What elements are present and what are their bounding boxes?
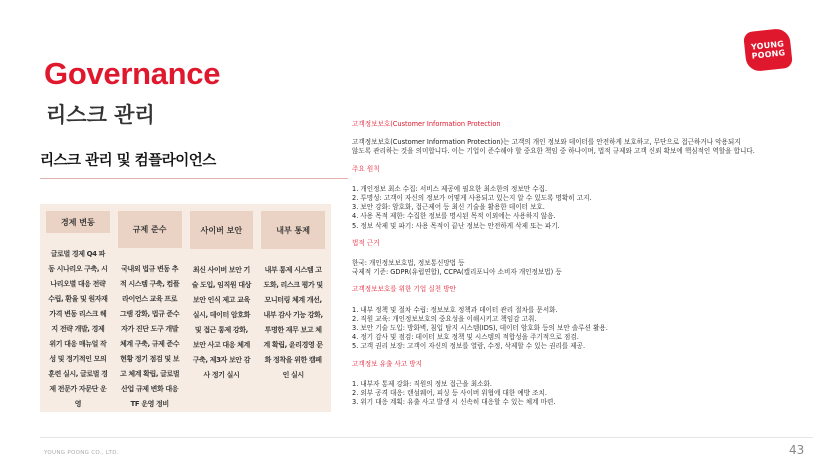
content-text <box>352 120 802 407</box>
company-logo <box>743 28 793 73</box>
section-title-principles: 주요 원칙 <box>352 164 380 173</box>
divider <box>40 178 348 179</box>
column-body: 최신 사이버 보안 기술 도입, 임직원 대상 보안 인식 제고 교육 실시, 데이터 암호화 및 접근 통제 강화, 보안 사고 대응 체계 구축, 제3자 보안 감사 정기 실시 <box>191 266 252 379</box>
section-title-practices: 고객정보보호를 위한 기업 실천 방안 <box>352 285 456 294</box>
risk-column <box>261 211 325 412</box>
page-number: 43 <box>789 443 805 457</box>
list-item: 국제적 기준: GDPR(유럽연합), CCPA(캘리포니아 소비자 개인정보법) 등 <box>352 268 562 277</box>
list-item: 1. 내부 정책 및 절차 수립: 정보보호 정책과 데이터 관리 절차를 문서화. <box>352 305 558 314</box>
left-panel-title: 리스크 관리 및 컴플라이언스 <box>40 153 216 169</box>
list-item: 3. 보안 기술 도입: 방화벽, 침입 탐지 시스템(IDS), 데이터 암호화 등의 보안 솔루션 활용. <box>352 324 608 333</box>
column-heading: 내부 통제 <box>261 211 325 249</box>
risk-column <box>118 211 182 412</box>
column-body: 내부 통제 시스템 고도화, 리스크 평가 및 모니터링 체계 개선, 내부 감사 기능 강화, 투명한 재무 보고 체계 확립, 윤리경영 문화 정착을 위한 캠페인 실시 <box>263 266 323 379</box>
column-heading: 사이버 보안 <box>190 211 254 249</box>
column-heading: 경제 변동 <box>46 211 110 233</box>
logo-line-1: YOUNG <box>750 39 785 52</box>
list-item: 3. 위기 대응 계획: 유출 사고 발생 시 신속히 대응할 수 있는 체계 마련. <box>352 398 556 407</box>
section-title-protection: 고객정보보호(Customer Information Protection <box>352 120 501 128</box>
page-subtitle: 리스크 관리 <box>46 103 155 127</box>
list-item: 4. 사용 목적 제한: 수집한 정보를 명시된 목적 이외에는 사용하지 않음. <box>352 212 556 221</box>
list-item: 2. 투명성: 고객이 자신의 정보가 어떻게 사용되고 있는지 알 수 있도록 명확히 고지. <box>352 194 592 203</box>
section-title-leak-prevention: 고객정보 유출 사고 방지 <box>352 359 422 368</box>
logo-line-2: POONG <box>751 48 786 61</box>
risk-column <box>46 211 110 412</box>
paragraph-line: 고객정보보호(Customer Information Protection)는 고객의 개인 정보와 데이터를 안전하게 보호하고, 무단으로 접근하거나 악용되지 <box>352 138 741 147</box>
list-item: 3. 보안 강화: 암호화, 접근제어 등 최신 기술을 활용한 데이터 보호. <box>352 203 545 212</box>
list-item: 2. 외부 공격 대응: 랜섬웨어, 피싱 등 사이버 위협에 대한 예방 조치. <box>352 389 547 398</box>
footer-company: YOUNG POONG CO., LTD. <box>44 450 119 456</box>
list-item: 1. 내부자 통제 강화: 직원의 정보 접근을 최소화. <box>352 379 492 388</box>
list-item: 5. 정보 삭제 및 파기: 사용 목적이 끝난 정보는 안전하게 삭제 또는 파기. <box>352 221 560 230</box>
column-heading: 규제 준수 <box>118 211 182 248</box>
list-item: 2. 직원 교육: 개인정보보호의 중요성을 이해시키고 책임감 고취. <box>352 314 537 323</box>
list-item: 1. 개인정보 최소 수집: 서비스 제공에 필요한 최소한의 정보만 수집. <box>352 184 548 193</box>
list-item: 5. 고객 권리 보장: 고객이 자신의 정보를 열람, 수정, 삭제할 수 있는 권리를 제공. <box>352 342 586 351</box>
list-item: 4. 정기 감사 및 점검: 데이터 보호 정책 및 시스템의 적합성을 주기적으로 점검. <box>352 333 579 342</box>
column-body: 국내외 법규 변동 추적 시스템 구축, 컴플라이언스 교육 프로그램 강화, 법규 준수 자가 진단 도구 개발 체계 구축, 규제 준수 현황 정기 점검 및 보고 체계 확립, 글로벌 산업 규제 변화 대응 TF 운영 정비 <box>119 265 180 408</box>
list-item: 한국: 개인정보보호법, 정보통신망법 등 <box>352 259 465 268</box>
page-title: Governance <box>44 56 221 91</box>
column-body: 글로벌 경제 Q4 파동 시나리오 구축, 시나리오별 대응 전략 수립, 환율 및 원자재 가격 변동 리스크 헤지 전략 개발, 경제 위기 대응 매뉴얼 작성 및 정기적인 모의훈련 실시, 글로벌 경제 전문가 자문단 운영 <box>48 250 108 408</box>
section-title-legal: 법적 근거 <box>352 238 380 247</box>
paragraph-line: 않도록 관리하는 것을 의미합니다. 이는 기업이 준수해야 할 중요한 책임 중 하나이며, 법적 규제와 고객 신뢰 확보에 핵심적인 역할을 합니다. <box>352 147 755 156</box>
risk-column <box>190 211 254 412</box>
footer-divider <box>40 437 813 438</box>
risk-table <box>40 204 331 412</box>
